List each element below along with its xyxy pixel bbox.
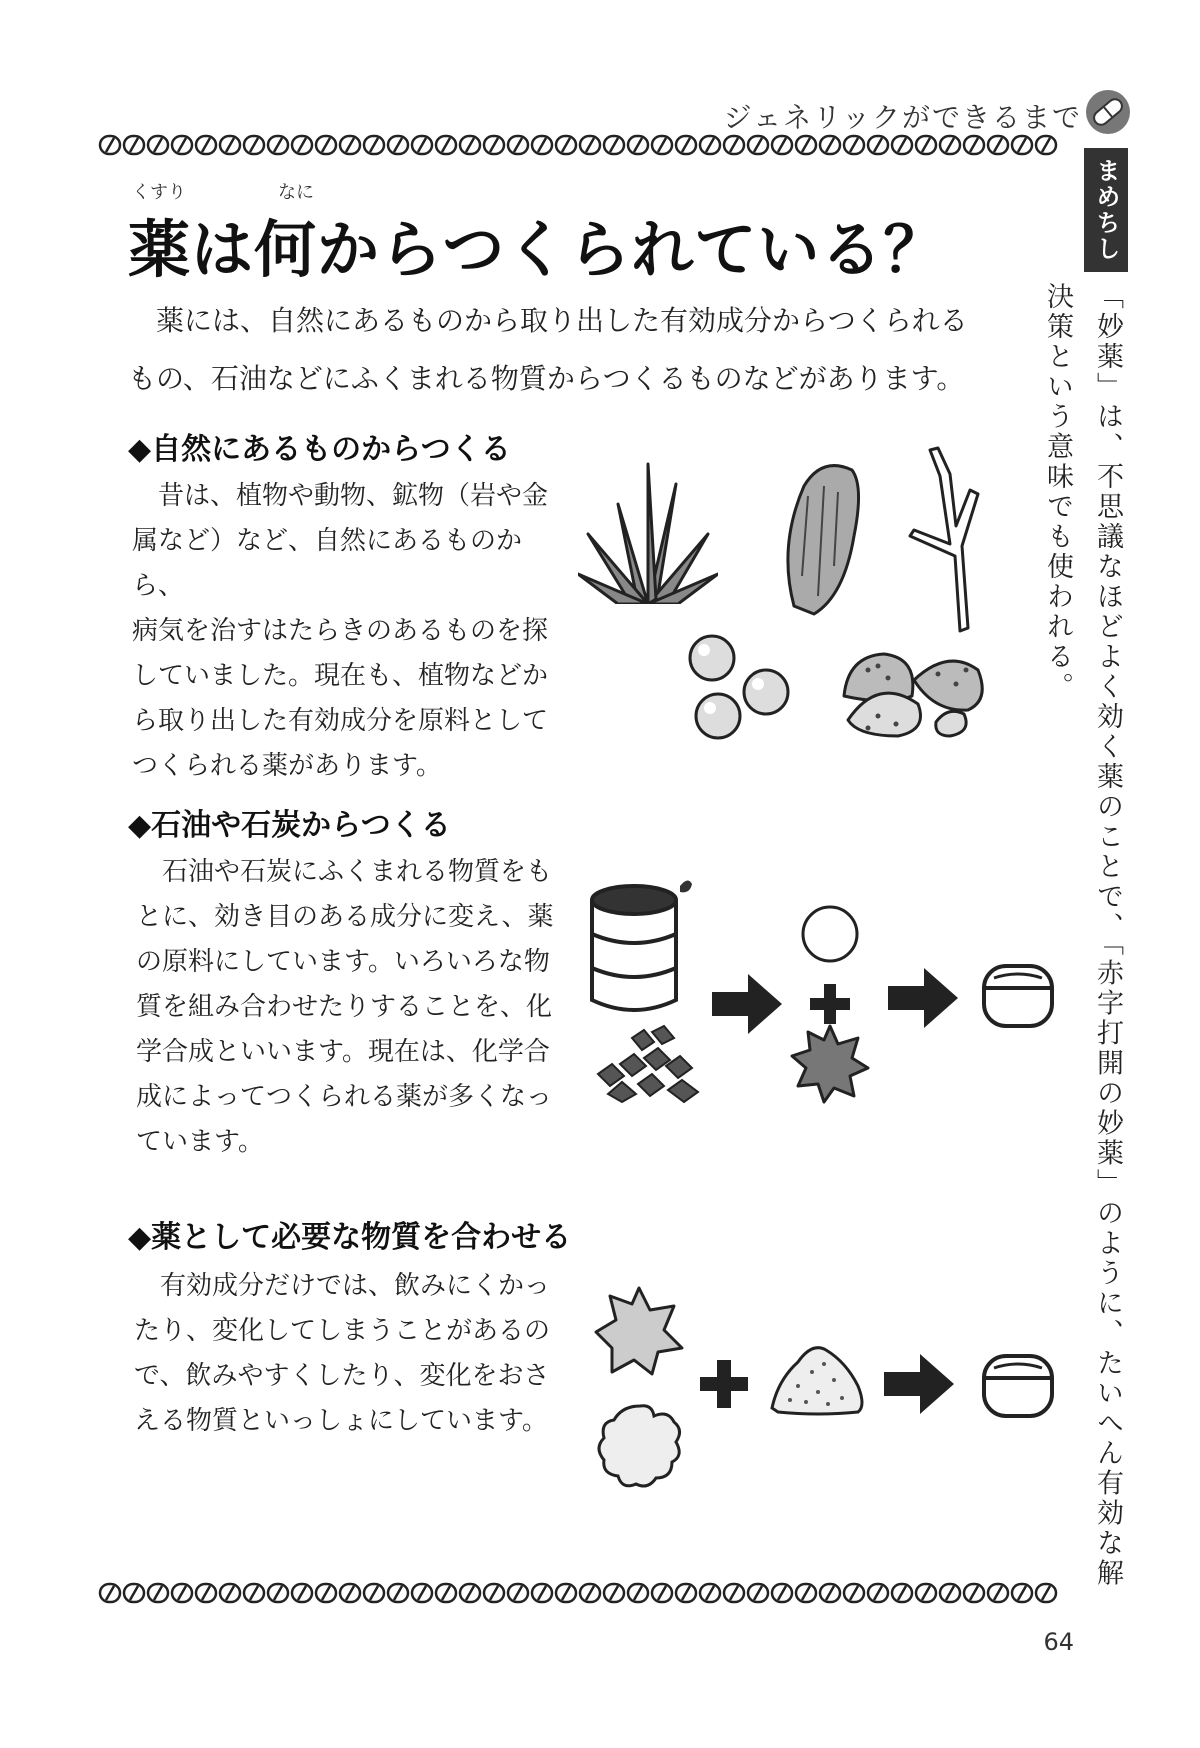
section-3-body (134, 1264, 574, 1444)
s1-line: 属など）など、自然にあるものから、 (132, 526, 523, 601)
flower-compound-icon (594, 1400, 686, 1492)
pill-capsule-icon (1084, 88, 1132, 136)
ruby-kusuri: くすり (132, 182, 186, 203)
bottom-chain-border (96, 1578, 1078, 1608)
plus-icon (700, 1360, 748, 1408)
section-3-heading: ◆薬として必要な物質を合わせる (128, 1220, 572, 1255)
s3-line: える物質といっしょにしています。 (134, 1406, 548, 1436)
coal-pile-icon (588, 1024, 708, 1104)
s1-line: ら取り出した有効成分を原料として (132, 706, 549, 736)
branch-icon (900, 446, 1000, 636)
star-compound-icon (594, 1286, 684, 1376)
intro-line-1: 薬には、自然にあるものから取り出した有効成分からつくられる (156, 304, 968, 337)
star-compound-icon (790, 1024, 870, 1104)
plus-icon (810, 984, 850, 1024)
s2-line: 学合成といいます。現在は、化学合 (136, 1037, 550, 1067)
intro-paragraph (128, 292, 1088, 408)
page-title: 薬は何からつくられている？ (128, 213, 947, 286)
top-chain-border (96, 130, 1078, 160)
seeds-icon (686, 632, 796, 742)
s3-line: たり、変化してしまうことがあるの (134, 1316, 551, 1346)
s1-line: 病気を治すはたらきのあるものを探 (132, 616, 549, 646)
powder-pile-icon (768, 1336, 868, 1416)
section-1-body (132, 474, 572, 789)
section-1-heading: ◆自然にあるものからつくる (128, 432, 511, 467)
s3-line: で、飲みやすくしたり、変化をおさ (134, 1361, 550, 1391)
circle-compound-icon (800, 904, 860, 964)
tree-bark-icon (774, 456, 864, 616)
s2-line: の原料にしています。いろいろな物 (136, 947, 550, 977)
s3-line: 有効成分だけでは、飲みにくかっ (160, 1271, 551, 1301)
section-2-heading: ◆石油や石炭からつくる (128, 808, 451, 843)
s2-line: 石油や石炭にふくまれる物質をも (162, 857, 553, 887)
intro-line-2: もの、石油などにふくまれる物質からつくるものなどがあります。 (128, 362, 965, 395)
s2-line: とに、効き目のある成分に変え、薬 (136, 902, 554, 932)
oil-drum-icon (584, 880, 694, 1020)
ruby-nani: なに (278, 182, 314, 203)
s1-line: 昔は、植物や動物、鉱物（岩や金 (158, 481, 549, 511)
section-2-body (136, 850, 576, 1165)
s2-line: 成によってつくられる薬が多くなっ (136, 1082, 553, 1112)
chapter-header: ジェネリックができるまで (723, 101, 1082, 134)
s2-line: ています。 (136, 1127, 264, 1157)
page-number: 64 (1043, 1628, 1074, 1656)
s1-line: していました。現在も、植物などか (132, 661, 549, 691)
s2-line: 質を組み合わせたりすることを、化 (136, 992, 553, 1022)
arrow-right-icon (884, 1354, 954, 1414)
s1-line: つくられる薬があります。 (132, 751, 442, 781)
plant-icon (578, 444, 718, 604)
sidebar-text: 「妙薬」は、不思議なほどよく効く薬のことで、「赤字打開の妙薬」のように、たいへん有効な解決策という意味でも使われる。 (1042, 282, 1123, 1589)
mineral-rocks-icon (838, 640, 988, 740)
sidebar-label: まめちしき (1084, 148, 1128, 272)
arrow-right-icon (712, 974, 782, 1034)
arrow-right-icon (888, 968, 958, 1028)
